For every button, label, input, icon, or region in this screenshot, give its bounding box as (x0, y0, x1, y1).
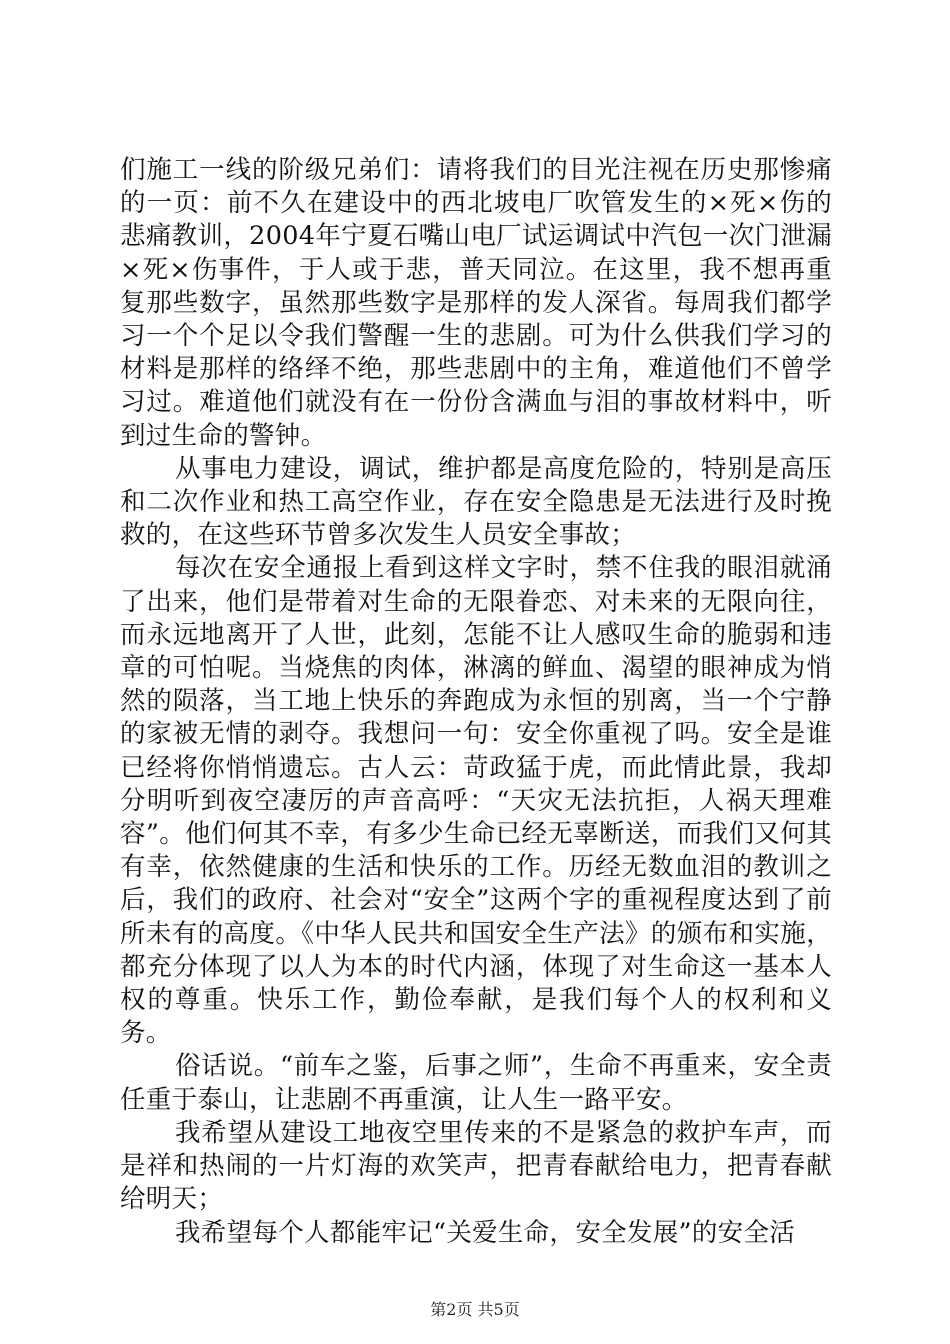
paragraph-4: 俗话说。“前车之鉴，后事之师”，生命不再重来，安全责任重于泰山，让悲剧不再重演，让人生一路平安。 (120, 1051, 832, 1115)
paragraph-6: 我希望每个人都能牢记“关爱生命，安全发展”的安全活 (175, 1217, 796, 1248)
page-number-footer: 第2页 共5页 (430, 1300, 520, 1319)
document-body (120, 154, 832, 1250)
paragraph-3: 每次在安全通报上看到这样文字时，禁不住我的眼泪就涌了出来，他们是带着对生命的无限眷恋、对未来的无限向往，而永远地离开了人世，此刻，怎能不让人感叹生命的脆弱和违章的可怕呢。当烧焦的肉体，淋漓的鲜血、渴望的眼神成为悄然的陨落，当工地上快乐的奔跑成为永恒的别离，当一个宁静的家被无情的剥夺。我想问一句：安全你重视了吗。安全是谁已经将你悄悄遗忘。古人云：苛政猛于虎，而此情此景，我却分明听到夜空凄厉的声音高呼：“天灾无法抗拒，人祸天理难容”。他们何其不幸，有多少生命已经无辜断送，而我们又何其有幸，依然健康的生活和快乐的工作。历经无数血泪的教训之后，我们的政府、社会对“安全”这两个字的重视程度达到了前所未有的高度。《中华人民共和国安全生产法》的颁布和实施，都充分体现了以人为本的时代内涵，体现了对生命这一基本人权的尊重。快乐工作，勤俭奉献，是我们每个人的权利和义务。 (120, 553, 832, 1049)
paragraph-5: 我希望从建设工地夜空里传来的不是紧急的救护车声，而是祥和热闹的一片灯海的欢笑声，把青春献给电力，把青春献给明天； (120, 1117, 832, 1215)
paragraph-2: 从事电力建设，调试，维护都是高度危险的，特别是高压和二次作业和热工高空作业，存在安全隐患是无法进行及时挽救的，在这些环节曾多次发生人员安全事故； (120, 453, 832, 551)
paragraph-1: 们施工一线的阶级兄弟们：请将我们的目光注视在历史那惨痛的一页：前不久在建设中的西北坡电厂吹管发生的×死×伤的悲痛教训，2004年宁夏石嘴山电厂试运调试中汽包一次门泄漏×死×伤事件，于人或于悲，普天同泣。在这里，我不想再重复那些数字，虽然那些数字是那样的发人深省。每周我们都学习一个个足以令我们警醒一生的悲剧。可为什么供我们学习的材料是那样的络绎不绝，那些悲剧中的主角，难道他们不曾学习过。难道他们就没有在一份份含满血与泪的事故材料中，听到过生命的警钟。 (120, 155, 832, 451)
